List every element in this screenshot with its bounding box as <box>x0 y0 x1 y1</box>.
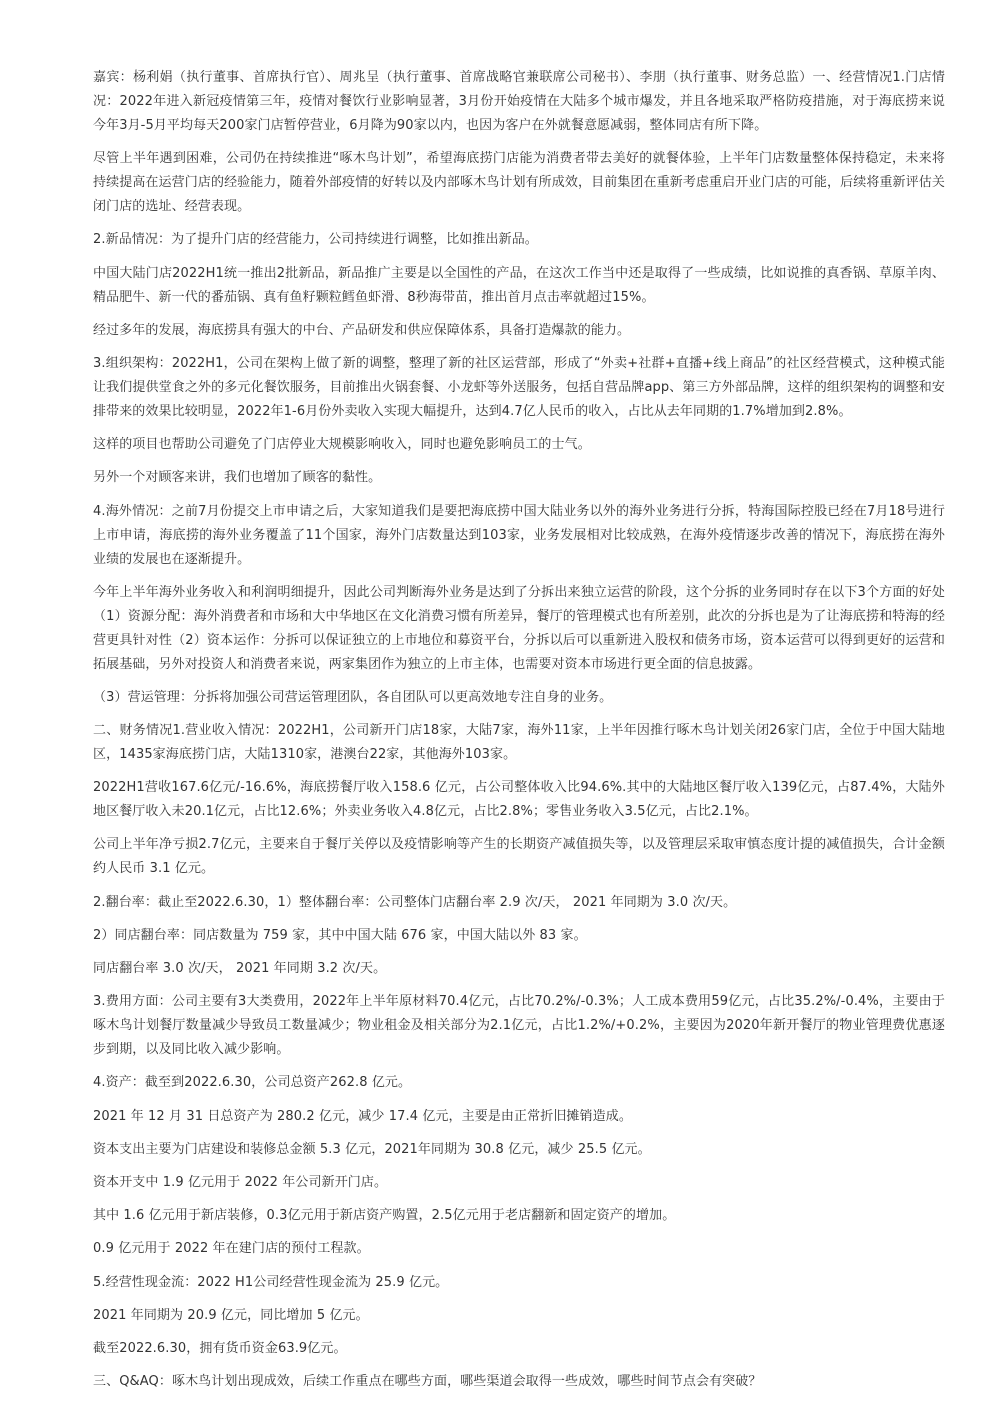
paragraph-capabilities: 经过多年的发展，海底捞具有强大的中台、产品研发和供应保障体系，具备打造爆款的能力。 <box>93 322 631 338</box>
paragraph-capex-new-stores: 资本开支中 1.9 亿元用于 2022 年公司新开门店。 <box>93 1174 388 1190</box>
paragraph-new-products-heading: 2.新品情况：为了提升门店的经营能力，公司持续进行调整，比如推出新品。 <box>93 232 538 248</box>
paragraph-new-products-detail: 中国大陆门店2022H1统一推出2批新品，新品推广主要是以全国性的产品，在这次工作当中还是取得了一些成绩，比如说推的真香锅、草原羊肉、精品肥牛、新一代的番茄锅、真有鱼籽颗粒鳕鱼虾滑、8秒海带苗，推出首月点击率就超过15%。 <box>93 265 945 305</box>
paragraph-capex: 资本支出主要为门店建设和装修总金额 5.3 亿元，2021年同期为 30.8 亿元，减少 25.5 亿元。 <box>93 1141 651 1157</box>
paragraph-cash-flow-prior-year: 2021 年同期为 20.9 亿元，同比增加 5 亿元。 <box>93 1307 369 1323</box>
paragraph-spin-off-benefits: 今年上半年海外业务收入和利润明细提升，因此公司判断海外业务是达到了分拆出来独立运营的阶段，这个分拆的业务同时存在以下3个方面的好处（1）资源分配：海外消费者和市场和大中华地区在文化消费习惯有所差异，餐厅的管理模式也有所差别，此次的分拆也是为了让海底捞和特海的经营更具针对性（2）资本运作：分拆可以保证独立的上市地位和募资平台，分拆以后可以重新进入股权和债务市场，资本运营可以得到更好的运营和拓展基础，另外对投资人和消费者来说，两家集团作为独立的上市主体，也需要对资本市场进行更全面的信息披露。 <box>93 584 945 672</box>
paragraph-assets-prior-year: 2021 年 12 月 31 日总资产为 280.2 亿元，减少 17.4 亿元，主要是由正常折旧摊销造成。 <box>93 1108 632 1124</box>
paragraph-operations-management: （3）营运管理：分拆将加强公司营运管理团队，各自团队可以更高效地专注自身的业务。 <box>93 689 613 705</box>
paragraph-overseas: 4.海外情况：之前7月份提交上市申请之后，大家知道我们是要把海底捞中国大陆业务以外的海外业务进行分拆，特海国际控股已经在7月18号进行上市申请，海底捞的海外业务覆盖了11个国家，海外门店数量达到103家，业务发展相对比较成熟，在海外疫情逐步改善的情况下，海底捞在海外业绩的发展也在逐渐提升。 <box>93 503 945 567</box>
paragraph-project-benefit: 这样的项目也帮助公司避免了门店停业大规模影响收入，同时也避免影响员工的士气。 <box>93 437 591 453</box>
document-page <box>93 66 945 1403</box>
paragraph-financial-revenue: 二、财务情况1.营业收入情况：2022H1，公司新开门店18家，大陆7家，海外11家，上半年因推行啄木鸟计划关闭26家门店，全位于中国大陆地区，1435家海底捞门店，大陆1310家，港澳台22家，其他海外103家。 <box>93 723 945 763</box>
paragraph-same-store-turnover: 同店翻台率 3.0 次/天， 2021 年同期 3.2 次/天。 <box>93 961 387 976</box>
paragraph-net-loss: 公司上半年净亏损2.7亿元，主要来自于餐厅关停以及疫情影响等产生的长期资产减值损失等，以及管理层采取审慎态度计提的减值损失，合计金额约人民币 3.1 亿元。 <box>93 837 945 877</box>
paragraph-capex-prepayment: 0.9 亿元用于 2022 年在建门店的预付工程款。 <box>93 1241 370 1257</box>
paragraph-capex-breakdown: 其中 1.6 亿元用于新店装修，0.3亿元用于新店资产购置，2.5亿元用于老店翻新和固定资产的增加。 <box>93 1208 676 1224</box>
paragraph-operating-cash-flow: 5.经营性现金流：2022 H1公司经营性现金流为 25.9 亿元。 <box>93 1274 449 1290</box>
paragraph-guests-and-store-status: 嘉宾：杨利娟（执行董事、首席执行官）、周兆呈（执行董事、首席战略官兼联席公司秘书）、李朋（执行董事、财务总监）一、经营情况1.门店情况：2022年进入新冠疫情第三年，疫情对餐饮行业影响显著，3月份开始疫情在大陆多个城市爆发，并且各地采取严格防疫措施，对于海底捞来说今年3月-5月平均每天200家门店暂停营业，6月降为90家以内，也因为客户在外就餐意愿减弱，整体同店有所下降。 <box>93 70 945 133</box>
paragraph-qa: 三、Q&AQ：啄木鸟计划出现成效，后续工作重点在哪些方面，哪些渠道会取得一些成效，哪些时间节点会有突破？ <box>93 1374 762 1390</box>
paragraph-same-store-count: 2）同店翻台率：同店数量为 759 家，其中中国大陆 676 家，中国大陆以外 83 家。 <box>93 927 587 943</box>
paragraph-woodpecker-plan: 尽管上半年遇到困难，公司仍在持续推进“啄木鸟计划”，希望海底捞门店能为消费者带去美好的就餐体验，上半年门店数量整体保持稳定，未来将持续提高在运营门店的经验能力，随着外部疫情的好转以及内部啄木鸟计划有所成效，目前集团在重新考虑重启开业门店的可能，后续将重新评估关闭门店的选址、经营表现。 <box>93 151 945 215</box>
paragraph-table-turnover: 2.翻台率：截止至2022.6.30，1）整体翻台率：公司整体门店翻台率 2.9 次/天， 2021 年同期为 3.0 次/天。 <box>93 894 737 910</box>
paragraph-monetary-funds: 截至2022.6.30，拥有货币资金63.9亿元。 <box>93 1340 347 1356</box>
paragraph-revenue-breakdown: 2022H1营收167.6亿元/-16.6%，海底捞餐厅收入158.6 亿元，占公司整体收入比94.6%.其中的大陆地区餐厅收入139亿元，占87.4%，大陆外地区餐厅收入未20.1亿元，占比12.6%；外卖业务收入4.8亿元，占比2.8%；零售业务收入3.5亿元，占比2.1%。 <box>93 780 945 820</box>
paragraph-organization: 3.组织架构：2022H1，公司在架构上做了新的调整，整理了新的社区运营部，形成了“外卖+社群+直播+线上商品”的社区经营模式，这种模式能让我们提供堂食之外的多元化餐饮服务，目前推出火锅套餐、小龙虾等外送服务，包括自营品牌app、第三方外部品牌，这样的组织架构的调整和安排带来的效果比较明显，2022年1-6月份外卖收入实现大幅提升，达到4.7亿人民币的收入，占比从去年同期的1.7%增加到2.8%。 <box>93 355 945 419</box>
paragraph-expenses: 3.费用方面：公司主要有3大类费用，2022年上半年原材料70.4亿元，占比70.2%/-0.3%；人工成本费用59亿元，占比35.2%/-0.4%，主要由于啄木鸟计划餐厅数量减少导致员工数量减少；物业租金及相关部分为2.1亿元，占比1.2%/+0.2%，主要因为2020年新开餐厅的物业管理费优惠逐步到期，以及同比收入减少影响。 <box>93 994 945 1058</box>
paragraph-customer-stickiness: 另外一个对顾客来讲，我们也增加了顾客的黏性。 <box>93 470 382 486</box>
paragraph-assets: 4.资产：截至到2022.6.30，公司总资产262.8 亿元。 <box>93 1075 412 1091</box>
